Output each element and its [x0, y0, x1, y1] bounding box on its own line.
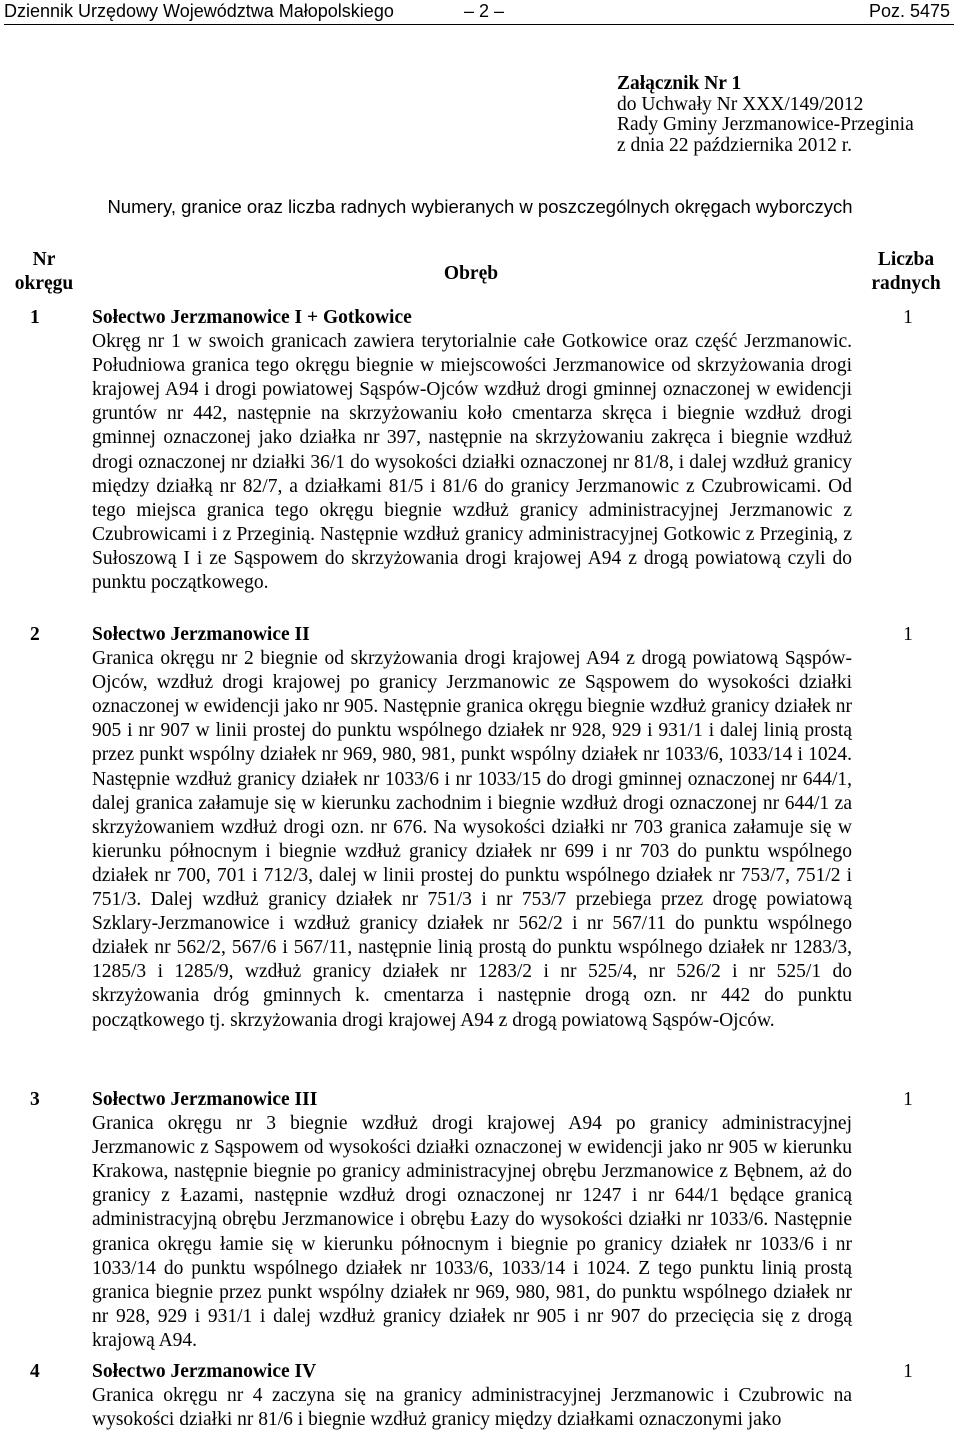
annex-title: Załącznik Nr 1 [617, 73, 742, 94]
district-number: 1 [30, 307, 40, 328]
district-description: Okręg nr 1 w swoich granicach zawiera terytorialnie całe Gotkowice oraz część Jerzmanowic. Południowa granica tego okręgu biegnie w miejscowości Jerzmanowice od skrzyżowania drogi krajowej A94 i drogi powiatowej Sąspów-Ojców wzdłuż drogi gminnej oznaczonej w ewidencji gruntów nr 442, następnie na skrzyżowaniu koło cmentarza skręca i biegnie wzdłuż drogi gminnej oznaczonej jako działka nr 397, następnie na skrzyżowaniu zakręca i biegnie wzdłuż drogi oznaczonej nr działki 36/1 do wysokości działki oznaczonej nr 81/8, i dalej wzdłuż granicy między działką nr 82/7, a działkami 81/5 i 81/6 do granicy Jerzmanowic z Czubrowicami. Od tego miejsca granica tego okręgu biegnie wzdłuż granicy administracyjnej Jerzmanowic z Czubrowicami i z Przeginią. Następnie wzdłuż granicy administracyjnej Gotkowic z Przeginią, z Sułoszową I i ze Sąspowem do skrzyżowania drogi krajowej A94 z drogą powiatową czyli do punktu początkowego. [92, 331, 852, 594]
district-title: Sołectwo Jerzmanowice IV [92, 1361, 317, 1382]
district-number: 4 [30, 1361, 40, 1382]
councillor-count: 1 [903, 307, 913, 328]
district-title: Sołectwo Jerzmanowice I + Gotkowice [92, 307, 412, 328]
councillor-count: 1 [903, 624, 913, 645]
district-content [92, 623, 852, 1033]
district-number: 3 [30, 1089, 40, 1110]
journal-name: Dziennik Urzędowy Województwa Małopolskiego [4, 1, 394, 21]
district-description: Granica okręgu nr 2 biegnie od skrzyżowania drogi krajowej A94 z drogą powiatową Sąspów-Ojców, wzdłuż drogi krajowej po granicy Jerzmanowic ze Sąspowem do wysokości działki oznaczonej w ewidencji jako nr 905. Następnie granica okręgu biegnie wzdłuż granicy działek nr 905 i nr 907 w linii prostej do punktu wspólnego działek nr 928, 929 i 931/1 i dalej linią prostą przez punkt wspólny działek nr 969, 980, 981, punkt wspólny działek nr 1033/6, 1033/14 i 1024. Następnie wzdłuż granicy działek nr 1033/6 i nr 1033/15 do drogi gminnej oznaczonej nr 644/1, dalej granica załamuje się w kierunku zachodnim i biegnie wzdłuż drogi oznaczonej nr 644/1 za skrzyżowaniem wzdłuż drogi ozn. nr 676. Na wysokości działki nr 703 granica załamuje się w kierunku północnym i biegnie wzdłuż granicy działek nr 699 i nr 703 do punktu wspólnego działek nr 700, 701 i 712/3, dalej w linii prostej do punktu wspólnego działek nr 753/7, 751/2 i 751/3. Dalej wzdłuż granicy działek nr 751/3 i nr 753/7 przebiega przez drogę powiatową Szklary-Jerzmanowice i wzdłuż granicy działek nr 562/2 i nr 567/11 do punktu wspólnego działek nr 562/2, 567/6 i 567/11, następnie linią prostą do punktu wspólnego działek nr 1283/3, 1285/3 i 1285/9, wzdłuż granicy działek nr 1283/2 i nr 525/4, nr 526/2 i nr 525/1 do skrzyżowania dróg gminnych k. cmentarza i następnie drogą ozn. nr 442 do punktu początkowego tj. skrzyżowania drogi krajowej A94 z drogą powiatową Sąspów-Ojców. [92, 648, 852, 1031]
position-number: Poz. 5475 [868, 1, 950, 21]
annex-date: z dnia 22 października 2012 r. [617, 134, 852, 156]
district-title: Sołectwo Jerzmanowice III [92, 1089, 318, 1110]
annex-block [617, 74, 957, 156]
district-description: Granica okręgu nr 4 zaczyna się na granicy administracyjnej Jerzmanowic i Czubrowic na wysokości działki nr 81/6 i biegnie wzdłuż granicy między działkami oznaczonymi jako [92, 1385, 852, 1431]
district-content [92, 306, 852, 595]
page-header [4, 0, 954, 25]
district-content [92, 1088, 852, 1353]
districts-table [0, 246, 960, 1431]
councillor-count: 1 [903, 1089, 913, 1110]
annex-resolution: do Uchwały Nr XXX/149/2012 [617, 93, 864, 115]
councillor-count: 1 [903, 1361, 913, 1382]
annex-council: Rady Gminy Jerzmanowice-Przeginia [617, 114, 914, 135]
column-header-nr: Nr okręgu [14, 249, 74, 294]
document-title: Numery, granice oraz liczba radnych wybieranych w poszczególnych okręgach wyborczych [107, 196, 853, 217]
column-header-obreb: Obręb [443, 263, 499, 284]
district-description: Granica okręgu nr 3 biegnie wzdłuż drogi krajowej A94 po granicy administracyjnej Jerzmanowic z Sąspowem od wysokości działki oznaczonej w ewidencji jako nr 905 w kierunku Krakowa, następnie biegnie po granicy administracyjnej obrębu Jerzmanowice z Bębnem, aż do granicy z Łazami, następnie wzdłuż drogi oznaczonej nr 1247 i nr 644/1 będące granicą administracyjną obrębu Jerzmanowice i obrębu Łazy do wysokości działki nr 1033/6. Następnie granica okręgu łamie się w kierunku północnym i biegnie po granicy działek nr 1033/6 i nr 1033/14 do punktu wspólnego działek nr 1033/6, 1033/14 i 1024. Z tego punktu linią prostą granica biegnie przez punkt wspólny działek nr 969, 980, 981, do punktu wspólnego działek nr nr 928, 929 i 931/1 i dalej wzdłuż granicy działek nr 905 i nr 907 do przecięcia się z drogą krajową A94. [92, 1113, 852, 1351]
table-header [0, 246, 960, 300]
page-number: – 2 – [464, 1, 505, 21]
district-title: Sołectwo Jerzmanowice II [92, 624, 310, 645]
district-content [92, 1360, 852, 1432]
column-header-liczba: Liczba radnych [871, 249, 941, 294]
district-number: 2 [30, 624, 40, 645]
